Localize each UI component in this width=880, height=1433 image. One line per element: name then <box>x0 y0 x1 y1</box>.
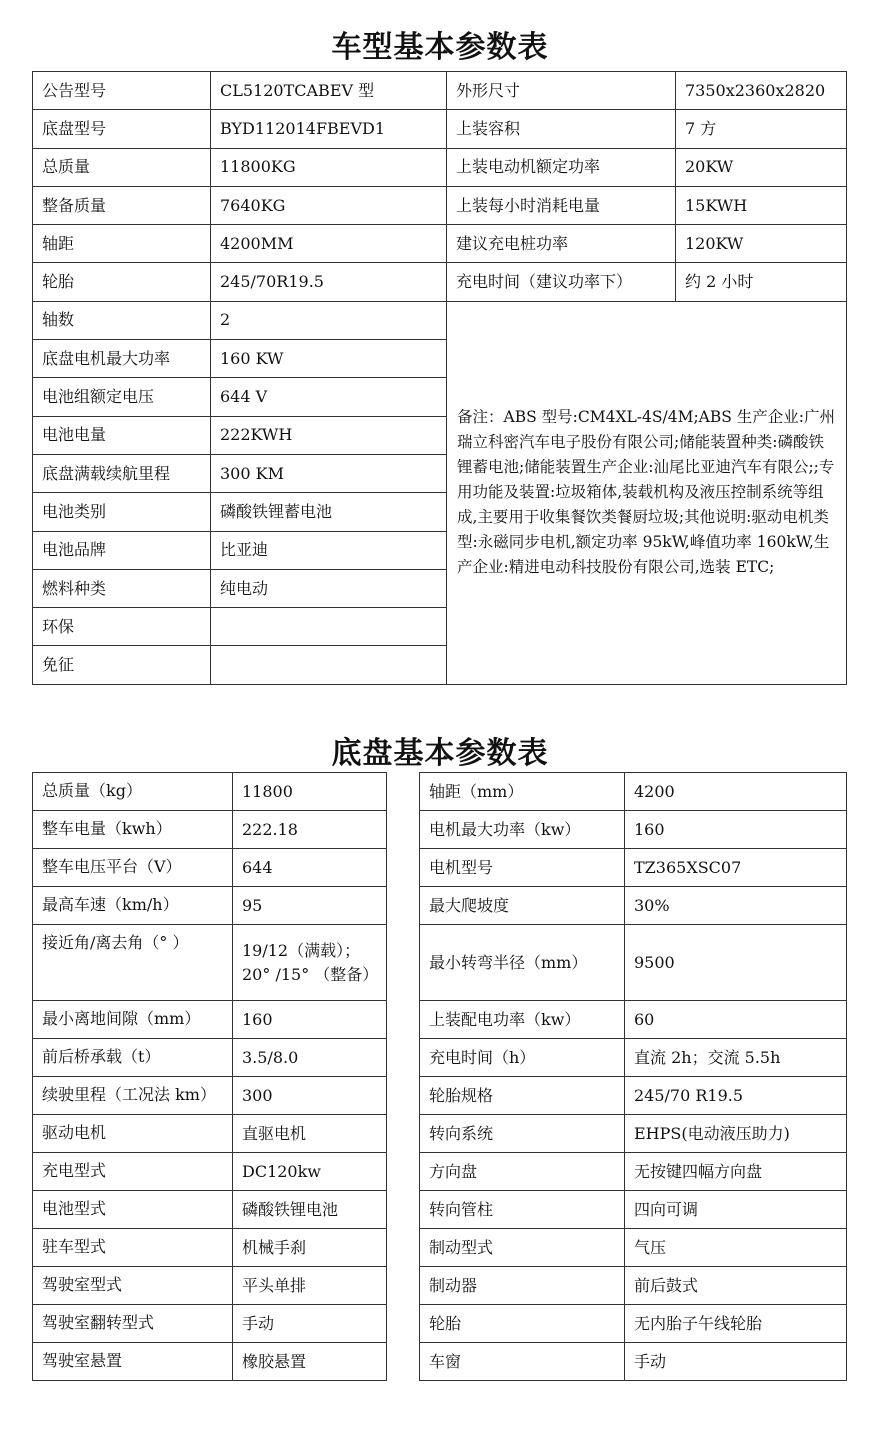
param-label: 底盘电机最大功率 <box>33 340 211 378</box>
param-label: 轮胎规格 <box>420 1077 625 1115</box>
param-label: 电池品牌 <box>33 531 211 569</box>
param-value: 15KWH <box>676 186 847 224</box>
vehicle-table-title: 车型基本参数表 <box>331 30 549 65</box>
param-label: 续驶里程（工况法 km） <box>33 1077 233 1115</box>
param-value: BYD112014FBEVD1 <box>211 110 447 148</box>
param-label: 接近角/离去角（° ） <box>33 925 233 1001</box>
column-gap <box>387 1077 420 1115</box>
column-gap <box>387 1229 420 1267</box>
param-label: 最高车速（km/h） <box>33 887 233 925</box>
param-value: 手动 <box>233 1305 387 1343</box>
remarks-cell: 备注：ABS 型号:CM4XL-4S/4M;ABS 生产企业:广州瑞立科密汽车电子股份有限公司;储能装置种类:磷酸铁锂蓄电池;储能装置生产企业:汕尾比亚迪汽车有限公;;专用功能及装置:垃圾箱体,装载机构及液压控制系统等组成,主要用于收集餐饮类餐厨垃圾;其他说明:驱动电机类型:永磁同步电机,额定功率 95kW,峰值功率 160kW,生产企业:精进电动科技股份有限公司,选装 ETC; <box>447 301 847 684</box>
param-value: 四向可调 <box>625 1191 847 1229</box>
column-gap <box>387 1115 420 1153</box>
param-label: 外形尺寸 <box>447 72 676 110</box>
param-value: 7640KG <box>211 186 447 224</box>
param-value: 2 <box>211 301 447 339</box>
param-value: 磷酸铁锂电池 <box>233 1191 387 1229</box>
param-label: 轴数 <box>33 301 211 339</box>
param-label: 充电型式 <box>33 1153 233 1191</box>
param-value: 直流 2h；交流 5.5h <box>625 1039 847 1077</box>
param-value: 19/12（满载）；20° /15° （整备） <box>233 925 387 1001</box>
param-value: 20KW <box>676 148 847 186</box>
param-label: 制动器 <box>420 1267 625 1305</box>
param-label: 驾驶室翻转型式 <box>33 1305 233 1343</box>
param-value: 11800KG <box>211 148 447 186</box>
param-value: 644 <box>233 849 387 887</box>
table-row <box>33 925 847 1001</box>
param-label: 轴距（mm） <box>420 773 625 811</box>
param-value: 644 V <box>211 378 447 416</box>
param-value: 纯电动 <box>211 569 447 607</box>
param-value: 120KW <box>676 225 847 263</box>
chassis-params-table <box>32 772 847 1381</box>
param-label: 方向盘 <box>420 1153 625 1191</box>
table-row <box>33 225 847 263</box>
table-row <box>33 1191 847 1229</box>
param-value: 磷酸铁锂蓄电池 <box>211 493 447 531</box>
param-value: 7350x2360x2820 <box>676 72 847 110</box>
param-value: 160 KW <box>211 340 447 378</box>
param-value: 无内胎子午线轮胎 <box>625 1305 847 1343</box>
param-value: 3.5/8.0 <box>233 1039 387 1077</box>
param-value: CL5120TCABEV 型 <box>211 72 447 110</box>
param-value: 9500 <box>625 925 847 1001</box>
param-label: 整车电量（kwh） <box>33 811 233 849</box>
param-value: EHPS(电动液压助力) <box>625 1115 847 1153</box>
param-label: 燃料种类 <box>33 569 211 607</box>
table-row <box>33 773 847 811</box>
param-value: 4200MM <box>211 225 447 263</box>
table-row <box>33 72 847 110</box>
param-label: 公告型号 <box>33 72 211 110</box>
param-label: 轮胎 <box>33 263 211 301</box>
param-value: 比亚迪 <box>211 531 447 569</box>
param-value: 机械手刹 <box>233 1229 387 1267</box>
column-gap <box>387 1343 420 1381</box>
param-value: 222KWH <box>211 416 447 454</box>
param-label: 电机最大功率（kw） <box>420 811 625 849</box>
param-value: 前后鼓式 <box>625 1267 847 1305</box>
param-label: 驱动电机 <box>33 1115 233 1153</box>
param-value: 30% <box>625 887 847 925</box>
table-row <box>33 1229 847 1267</box>
param-value: 160 <box>625 811 847 849</box>
param-label: 整车电压平台（V） <box>33 849 233 887</box>
param-label: 驾驶室悬置 <box>33 1343 233 1381</box>
param-label: 底盘满载续航里程 <box>33 454 211 492</box>
param-value: 气压 <box>625 1229 847 1267</box>
table-row <box>33 1267 847 1305</box>
column-gap <box>387 887 420 925</box>
param-label: 电池电量 <box>33 416 211 454</box>
param-label: 转向系统 <box>420 1115 625 1153</box>
param-label: 制动型式 <box>420 1229 625 1267</box>
param-value: 60 <box>625 1001 847 1039</box>
param-value <box>211 646 447 684</box>
param-value: 平头单排 <box>233 1267 387 1305</box>
param-label: 充电时间（建议功率下） <box>447 263 676 301</box>
param-label: 底盘型号 <box>33 110 211 148</box>
table-row <box>33 301 847 339</box>
param-value <box>211 608 447 646</box>
table-row <box>33 1343 847 1381</box>
param-value: 7 方 <box>676 110 847 148</box>
vehicle-params-table <box>32 71 847 685</box>
param-value: 300 <box>233 1077 387 1115</box>
param-label: 环保 <box>33 608 211 646</box>
param-label: 电机型号 <box>420 849 625 887</box>
param-label: 最小离地间隙（mm） <box>33 1001 233 1039</box>
param-label: 电池类别 <box>33 493 211 531</box>
param-label: 驾驶室型式 <box>33 1267 233 1305</box>
param-label: 电池型式 <box>33 1191 233 1229</box>
param-value: 橡胶悬置 <box>233 1343 387 1381</box>
param-value: 手动 <box>625 1343 847 1381</box>
param-label: 前后桥承载（t） <box>33 1039 233 1077</box>
param-label: 总质量（kg） <box>33 773 233 811</box>
table-row <box>33 849 847 887</box>
table-row <box>33 186 847 224</box>
param-value: 160 <box>233 1001 387 1039</box>
param-value: 245/70R19.5 <box>211 263 447 301</box>
column-gap <box>387 1039 420 1077</box>
param-label: 最大爬坡度 <box>420 887 625 925</box>
param-label: 充电时间（h） <box>420 1039 625 1077</box>
param-value: 约 2 小时 <box>676 263 847 301</box>
column-gap <box>387 1191 420 1229</box>
column-gap <box>387 1305 420 1343</box>
param-label: 上装配电功率（kw） <box>420 1001 625 1039</box>
param-label: 驻车型式 <box>33 1229 233 1267</box>
param-label: 车窗 <box>420 1343 625 1381</box>
param-value: 95 <box>233 887 387 925</box>
param-label: 轮胎 <box>420 1305 625 1343</box>
param-label: 电池组额定电压 <box>33 378 211 416</box>
param-value: 直驱电机 <box>233 1115 387 1153</box>
table-row <box>33 1077 847 1115</box>
column-gap <box>387 925 420 1001</box>
chassis-table-title: 底盘基本参数表 <box>331 736 549 771</box>
param-value: DC120kw <box>233 1153 387 1191</box>
param-label: 上装容积 <box>447 110 676 148</box>
param-label: 最小转弯半径（mm） <box>420 925 625 1001</box>
column-gap <box>387 811 420 849</box>
param-label: 免征 <box>33 646 211 684</box>
param-value: TZ365XSC07 <box>625 849 847 887</box>
column-gap <box>387 849 420 887</box>
table-row <box>33 1153 847 1191</box>
column-gap <box>387 1153 420 1191</box>
table-row <box>33 148 847 186</box>
table-row <box>33 1039 847 1077</box>
param-value: 245/70 R19.5 <box>625 1077 847 1115</box>
table-row <box>33 1001 847 1039</box>
param-value: 11800 <box>233 773 387 811</box>
column-gap <box>387 1001 420 1039</box>
param-label: 建议充电桩功率 <box>447 225 676 263</box>
param-label: 轴距 <box>33 225 211 263</box>
param-label: 整备质量 <box>33 186 211 224</box>
param-value: 4200 <box>625 773 847 811</box>
table-row <box>33 1115 847 1153</box>
table-row <box>33 110 847 148</box>
table-row <box>33 811 847 849</box>
param-label: 上装每小时消耗电量 <box>447 186 676 224</box>
param-value: 无按键四幅方向盘 <box>625 1153 847 1191</box>
param-label: 总质量 <box>33 148 211 186</box>
column-gap <box>387 773 420 811</box>
table-row <box>33 263 847 301</box>
param-label: 上装电动机额定功率 <box>447 148 676 186</box>
param-value: 222.18 <box>233 811 387 849</box>
table-row <box>33 887 847 925</box>
column-gap <box>387 1267 420 1305</box>
param-value: 300 KM <box>211 454 447 492</box>
table-row <box>33 1305 847 1343</box>
param-label: 转向管柱 <box>420 1191 625 1229</box>
